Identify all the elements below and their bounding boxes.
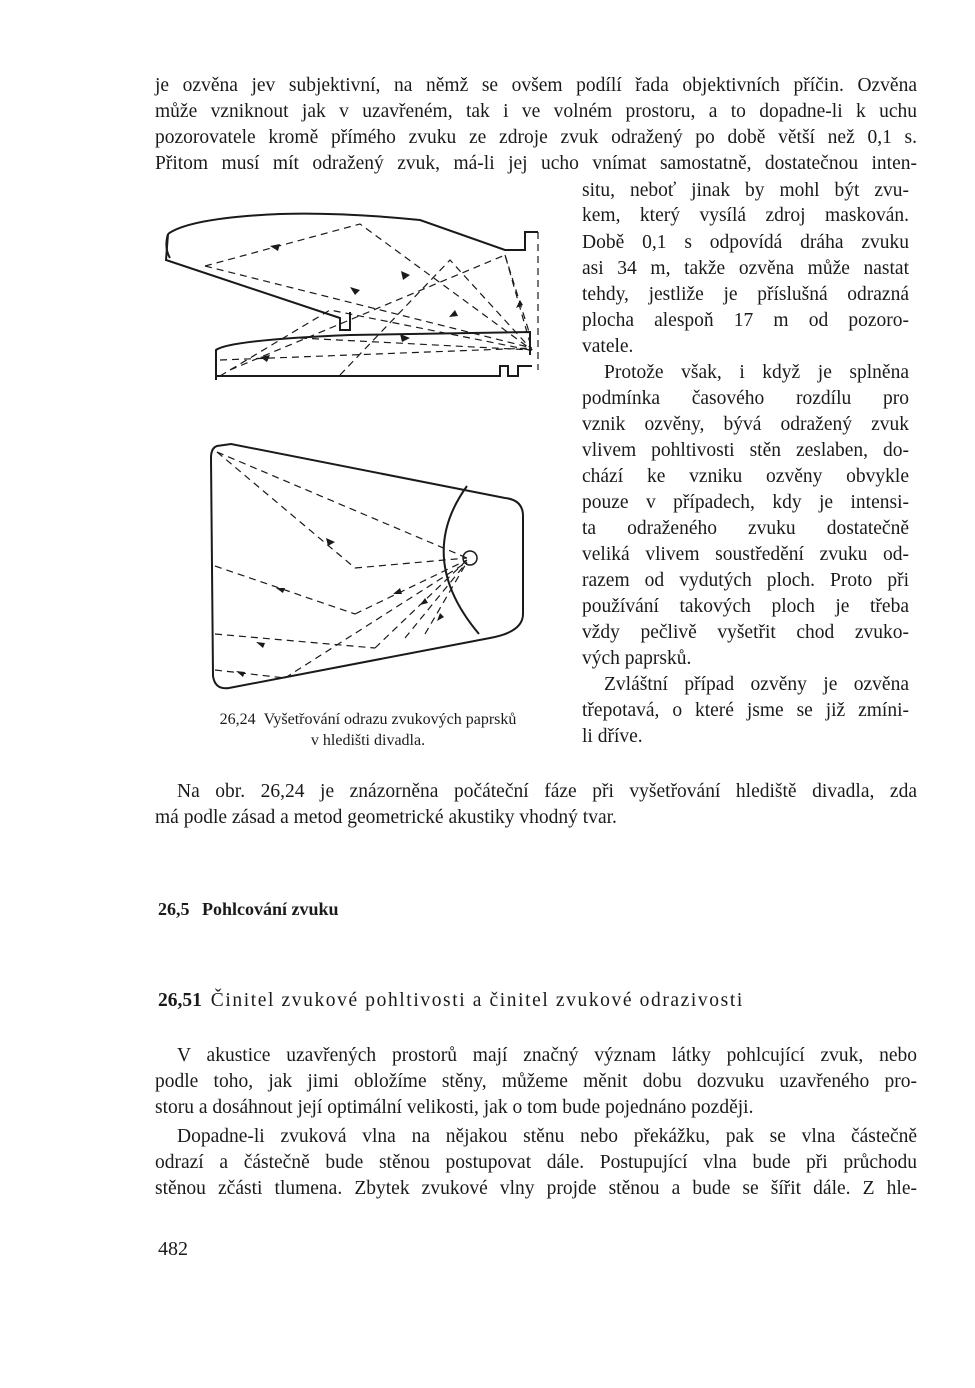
page-number: 482 (158, 1238, 188, 1260)
right-column-line-13: pouze v případech, kdy je intensi- (582, 492, 909, 513)
right-column-line-21: třepotavá, o které jsme se již zmíni- (582, 700, 909, 721)
right-column-line-14: ta odraženého zvuku dostatečně (582, 518, 909, 539)
right-column-line-16: razem od vydutých ploch. Proto při (582, 570, 909, 591)
right-column-line-1: situ, neboť jinak by mohl být zvu- (582, 180, 909, 201)
top-paragraph-line-4: Přitom musí mít odražený zvuk, má-li jej ucho vnímat samostatně, dostatečnou inten- (155, 153, 917, 174)
body-paragraph-1-line-3: storu a dosáhnout její optimální velikosti, jak o tom bude pojednáno později. (155, 1097, 754, 1118)
after-figure-line-1: Na obr. 26,24 je znázorněna počáteční fáze při vyšetřování hlediště divadla, zda (177, 781, 917, 802)
body-paragraph-1-line-2: podle toho, jak jimi obložíme stěny, můžeme měnit dobu dozvuku uzavřeného pro- (155, 1071, 917, 1092)
figure-number: 26,24 (219, 711, 256, 728)
right-column-line-6: plocha alespoň 17 m od pozoro- (582, 310, 909, 331)
body-paragraph-2-line-1: Dopadne-li zvuková vlna na nějakou stěnu nebo překážku, pak se vlna částečně (177, 1126, 917, 1147)
figure-caption-line-2: v hledišti divadla. (310, 732, 426, 749)
right-column-line-20: Zvláštní případ ozvěny je ozvěna (604, 674, 909, 695)
figure-caption (158, 709, 578, 751)
figure-caption-line-1: Vyšetřování odrazu zvukových paprsků (263, 711, 517, 728)
body-paragraph-2-line-3: stěnou zčásti tlumena. Zbytek zvukové vlny projde stěnou a bude se šířit dále. Z hle- (155, 1178, 917, 1199)
right-column-line-7: vatele. (582, 336, 634, 357)
right-column-line-12: chází ke vzniku ozvěny obvykle (582, 466, 909, 487)
subsection-heading (158, 990, 744, 1012)
right-column-line-22: li dříve. (582, 726, 643, 747)
subsection-number: 26,51 (158, 990, 202, 1011)
right-column-line-9: podmínka časového rozdílu pro (582, 388, 909, 409)
top-paragraph-line-1: je ozvěna jev subjektivní, na němž se ovšem podílí řada objektivních příčin. Ozvěna (155, 75, 917, 96)
right-column-line-15: veliká vlivem soustředění zvuku od- (582, 544, 909, 565)
section-heading (158, 899, 339, 920)
top-paragraph-line-3: pozorovatele kromě přímého zvuku ze zdroje zvuk odražený po době větší než 0,1 s. (155, 127, 917, 148)
right-column-line-18: vždy pečlivě vyšetřit chod zvuko- (582, 622, 909, 643)
subsection-title: Činitel zvukové pohltivosti a činitel zvukové odrazivosti (210, 990, 744, 1011)
body-paragraph-2-line-2: odrazí a částečně bude stěnou postupovat dále. Postupující vlna bude při průchodu (155, 1152, 917, 1173)
right-column-line-3: Době 0,1 s odpovídá dráha zvuku (582, 232, 909, 253)
right-column-line-10: vznik ozvěny, bývá odražený zvuk (582, 414, 909, 435)
theatre-section-diagram (160, 200, 560, 380)
body-paragraph-1-line-1: V akustice uzavřených prostorů mají značný význam látky pohlcující zvuk, nebo (177, 1045, 917, 1066)
section-title: Pohlcování zvuku (202, 899, 339, 919)
right-column-line-8: Protože však, i když je splněna (604, 362, 909, 383)
top-paragraph-line-2: může vzniknout jak v uzavřeném, tak i ve volném prostoru, a to dopadne-li k uchu (155, 101, 917, 122)
theatre-plan-diagram (205, 438, 535, 698)
right-column-line-19: vých paprsků. (582, 648, 692, 669)
right-column-line-11: vlivem pohltivosti stěn zeslaben, do- (582, 440, 909, 461)
after-figure-line-2: má podle zásad a metod geometrické akustiky vhodný tvar. (155, 807, 617, 828)
right-column-line-2: kem, který vysílá zdroj maskován. (582, 205, 909, 226)
right-column-line-4: asi 34 m, takže ozvěna může nastat (582, 258, 909, 279)
right-column-line-5: tehdy, jestliže je příslušná odrazná (582, 284, 909, 305)
section-number: 26,5 (158, 899, 190, 919)
right-column-line-17: používání takových ploch je třeba (582, 596, 909, 617)
